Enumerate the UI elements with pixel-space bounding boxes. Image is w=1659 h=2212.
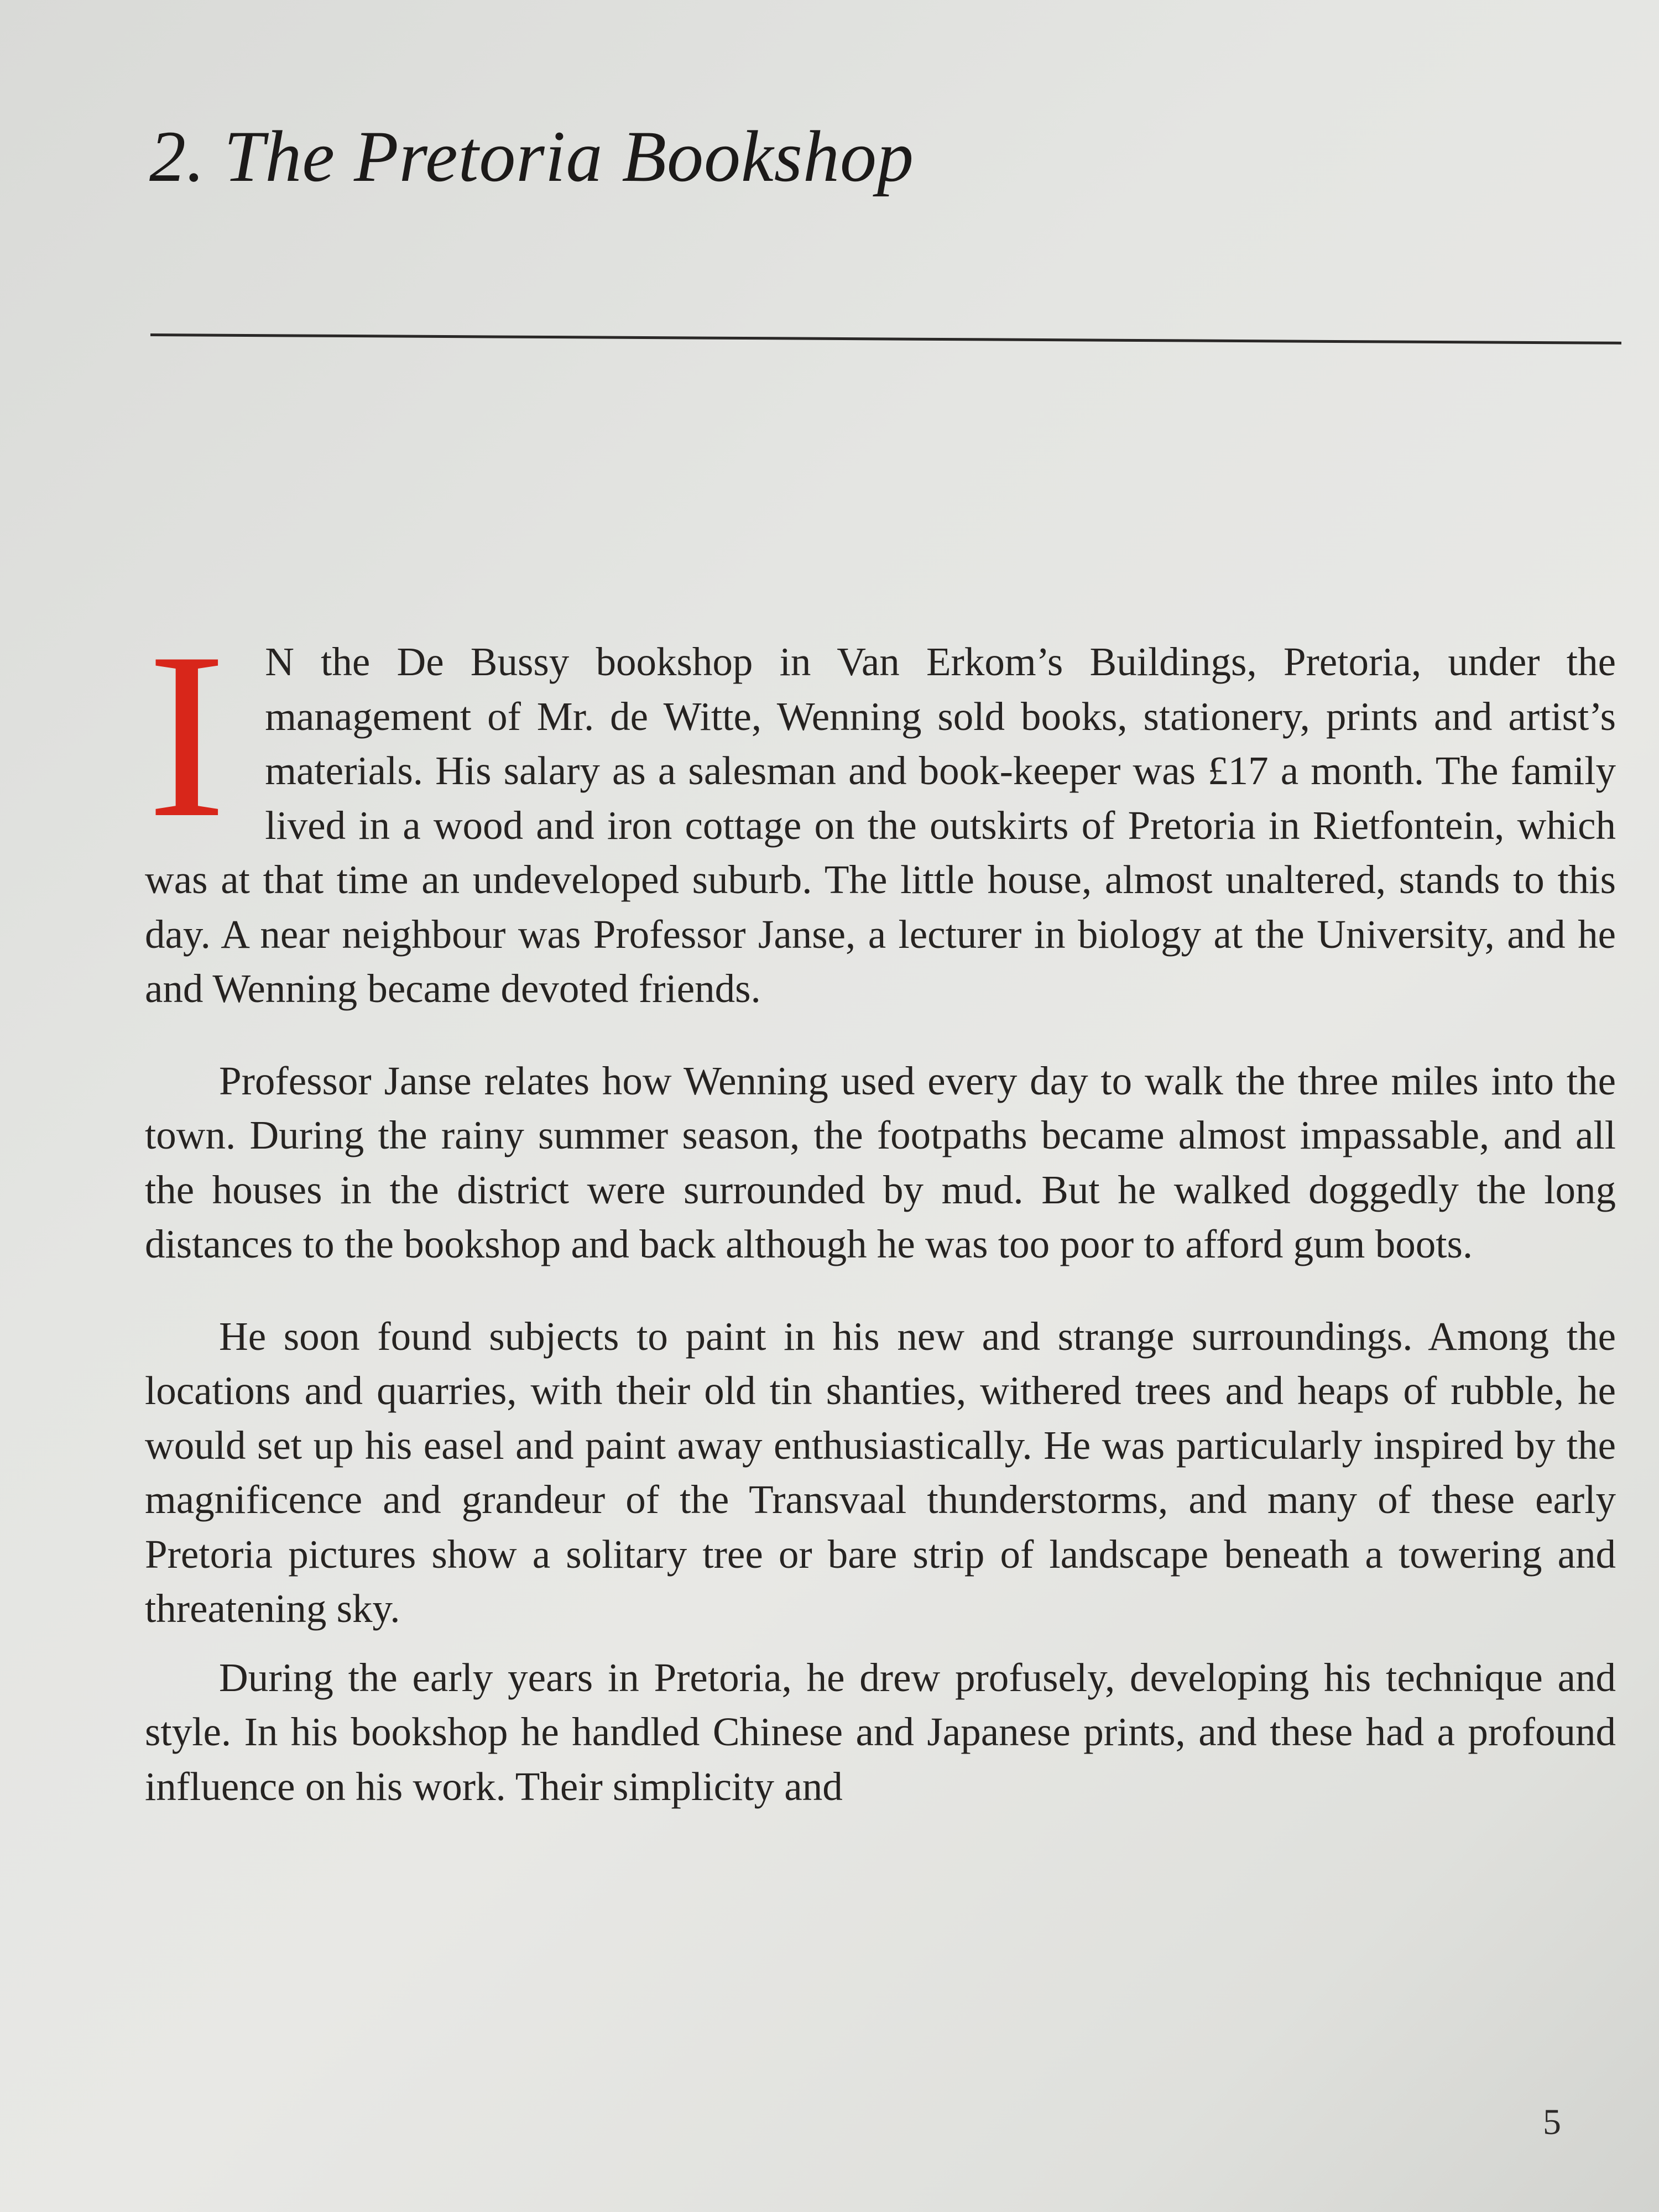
chapter-title: 2. The Pretoria Bookshop	[149, 116, 914, 197]
paragraph-3: He soon found subjects to paint in his new and strange surroundings. Among the locations and quarries, with their old tin shanties, withered trees and heaps of rubble, he would set up his easel and paint away enthusiastically. He was particularly inspired by the magnificence and grandeur of the Transvaal thunderstorms, and many of these early Pretoria pictures show a solitary tree or bare strip of landscape beneath a towering and threatening sky.	[145, 1313, 1616, 1631]
paragraph-4: During the early years in Pretoria, he drew profusely, developing his technique and style. In his bookshop he handled Chinese and Japanese prints, and these had a profound influence on his work. Their simplicity and	[145, 1655, 1616, 1809]
body-text	[145, 604, 1616, 1814]
paragraph-1	[145, 604, 1616, 1016]
paragraph-1-text: N the De Bussy bookshop in Van Erkom’s Buildings, Pretoria, under the management of Mr. de Witte, Wenning sold books, stationery, prints and artist’s materials. His salary as a salesman and book-keeper was £17 a month. The family lived in a wood and iron cottage on the outskirts of Pretoria in Rietfontein, which was at that time an undeveloped suburb. The little house, almost unaltered, stands to this day. A near neighbour was Professor Janse, a lecturer in biology at the University, and he and Wenning became devoted friends.	[145, 639, 1616, 1011]
paragraph-2: Professor Janse relates how Wenning used every day to walk the three miles into the town. During the rainy summer season, the footpaths became almost impassable, and all the houses in the district were surrounded by mud. But he walked doggedly the long distances to the bookshop and back although he was too poor to afford gum boots.	[145, 1058, 1616, 1266]
drop-cap: I	[147, 604, 227, 867]
page-number: 5	[1543, 2102, 1561, 2142]
title-rule	[150, 333, 1621, 345]
